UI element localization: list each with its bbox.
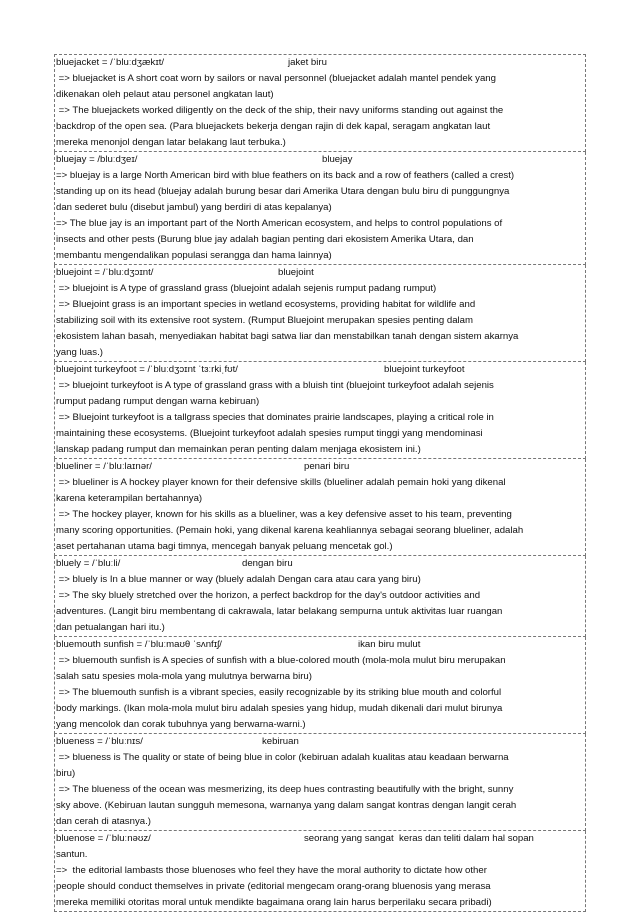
definition-line: biru) — [56, 768, 76, 779]
definition-line: dikenakan oleh pelaut atau personel angkatan laut) — [56, 89, 274, 100]
entry-headline — [56, 831, 584, 847]
dictionary-entry — [54, 362, 586, 459]
headword: bluejacket = /ˈbluːdʒækɪt/ — [56, 57, 165, 68]
definition-line: => The bluemouth sunfish is a vibrant species, easily recognizable by its striking blue mouth and colorful — [56, 687, 502, 698]
translation: ikan biru mulut — [358, 639, 421, 650]
definition-line: maintaining these ecosystems. (Bluejoint turkeyfoot adalah spesies rumput tinggi yang mendominasi — [56, 428, 483, 439]
definition-line: => bluemouth sunfish is A species of sunfish with a blue-colored mouth (mola-mola mulut biru merupakan — [56, 655, 506, 666]
definition-line: => bluejay is a large North American bird with blue feathers on its back and a row of feathers (called a crest) — [56, 170, 515, 181]
definition-line: => the editorial lambasts those bluenoses who feel they have the moral authority to dictate how other — [56, 865, 487, 876]
definition-line: standing up on its head (bluejay adalah burung besar dari Amerika Utara dengan bulu biru di punggungnya — [56, 186, 510, 197]
dictionary-entry — [54, 459, 586, 556]
definition-line: aset pertahanan utama bagi timnya, mencegah banyak peluang mencetak gol.) — [56, 541, 393, 552]
definition-line: rumput padang rumput dengan warna kebiruan) — [56, 396, 260, 407]
definition-line: => Bluejoint turkeyfoot is a tallgrass species that dominates prairie landscapes, playing a critical role in — [56, 412, 494, 423]
dictionary-entry — [54, 734, 586, 831]
dictionary-entry — [54, 637, 586, 734]
entry-headline — [56, 459, 584, 475]
definition-line: mereka menonjol dengan latar belakang laut terbuka.) — [56, 137, 286, 148]
entry-headline — [56, 265, 584, 281]
definition-line: dan sederet bulu (disebut jambul) yang berdiri di atas kepalanya) — [56, 202, 332, 213]
definition-line: => blueness is The quality or state of being blue in color (kebiruan adalah kualitas atau keadaan berwarna — [56, 752, 509, 763]
dictionary-entry — [54, 54, 586, 152]
definition-line: backdrop of the open sea. (Para bluejackets bekerja dengan rajin di dek kapal, seragam angkatan laut — [56, 121, 491, 132]
translation: kebiruan — [262, 736, 299, 747]
entry-headline — [56, 556, 584, 572]
entry-headline — [56, 152, 584, 168]
dictionary-entry — [54, 556, 586, 637]
translation: seorang yang sangat keras dan teliti dalam hal sopan — [304, 833, 534, 844]
definition-line: => The sky bluely stretched over the horizon, a perfect backdrop for the day's outdoor activities and — [56, 590, 481, 601]
translation: bluejay — [322, 154, 353, 165]
definition-line: many scoring opportunities. (Pemain hoki, yang dikenal karena keahliannya sebagai seorang blueliner, adalah — [56, 525, 524, 536]
definition-line: ekosistem lahan basah, menyediakan habitat bagi satwa liar dan menstabilkan tanah dengan sistem akarnya — [56, 331, 519, 342]
definition-line: yang mencolok dan corak tubuhnya yang berwarna-warni.) — [56, 719, 306, 730]
definition-line: => The bluejackets worked diligently on the deck of the ship, their navy uniforms standing out against the — [56, 105, 504, 116]
headword: bluejoint = /ˈbluːdʒɔɪnt/ — [56, 267, 154, 278]
definition-line: body markings. (Ikan mola-mola mulut biru adalah spesies yang hidup, mudah dikenali dari mulut birunya — [56, 703, 503, 714]
definition-line: => bluely is In a blue manner or way (bluely adalah Dengan cara atau cara yang biru) — [56, 574, 421, 585]
headword: bluemouth sunfish = /ˈbluːmaʊθ ˈsʌnfɪʃ/ — [56, 639, 222, 650]
definition-line: salah satu spesies mola-mola yang mulutnya berwarna biru) — [56, 671, 312, 682]
headword: bluejay = /bluːdʒeɪ/ — [56, 154, 138, 165]
translation: dengan biru — [242, 558, 293, 569]
definition-line: insects and other pests (Burung blue jay adalah bagian penting dari ekosistem Amerika Utara, dan — [56, 234, 474, 245]
headword: bluely = /ˈbluːli/ — [56, 558, 121, 569]
definition-line: => The blueness of the ocean was mesmerizing, its deep hues contrasting beautifully with the bright, sunny — [56, 784, 514, 795]
definition-line: dan cerah di atasnya.) — [56, 816, 151, 827]
dictionary-entry — [54, 265, 586, 362]
definition-line: santun. — [56, 849, 88, 860]
entry-headline — [56, 55, 584, 71]
translation: jaket biru — [288, 57, 327, 68]
dictionary-document — [54, 54, 586, 912]
entry-headline — [56, 734, 584, 750]
definition-line: => bluejoint turkeyfoot is A type of grassland grass with a bluish tint (bluejoint turkeyfoot adalah sejenis — [56, 380, 494, 391]
definition-line: => The blue jay is an important part of the North American ecosystem, and helps to control populations of — [56, 218, 503, 229]
headword: blueness = /ˈbluːnɪs/ — [56, 736, 143, 747]
translation: penari biru — [304, 461, 350, 472]
entry-headline — [56, 362, 584, 378]
translation: bluejoint turkeyfoot — [384, 364, 465, 375]
definition-line: => The hockey player, known for his skills as a blueliner, was a key defensive asset to his team, preventing — [56, 509, 512, 520]
translation: bluejoint — [278, 267, 314, 278]
entry-headline — [56, 637, 584, 653]
definition-line: lanskap padang rumput dan memainkan peran penting dalam menjaga ekosistem ini.) — [56, 444, 421, 455]
definition-line: yang luas.) — [56, 347, 103, 358]
definition-line: karena keterampilan bertahannya) — [56, 493, 203, 504]
definition-line: adventures. (Langit biru membentang di cakrawala, latar belakang sempurna untuk aktivitas luar ruangan — [56, 606, 503, 617]
definition-line: people should conduct themselves in private (editorial mengecam orang-orang bluenosis yang merasa — [56, 881, 491, 892]
headword: blueliner = /ˈbluːlaɪnər/ — [56, 461, 152, 472]
definition-line: => bluejacket is A short coat worn by sailors or naval personnel (bluejacket adalah mantel pendek yang — [56, 73, 496, 84]
definition-line: sky above. (Kebiruan lautan sungguh memesona, warnanya yang dalam sangat kontras dengan langit cerah — [56, 800, 517, 811]
definition-line: => bluejoint is A type of grassland grass (bluejoint adalah sejenis rumput padang rumput) — [56, 283, 437, 294]
headword: bluejoint turkeyfoot = /ˈbluːdʒɔɪnt ˈtɜːrkiˌfʊt/ — [56, 364, 238, 375]
dictionary-entry — [54, 152, 586, 265]
headword: bluenose = /ˈbluːnəʊz/ — [56, 833, 151, 844]
dictionary-entry — [54, 831, 586, 912]
definition-line: dan petualangan hari itu.) — [56, 622, 165, 633]
definition-line: mereka memiliki otoritas moral untuk mendikte bagaimana orang lain harus berperilaku secara pribadi) — [56, 897, 492, 908]
definition-line: => blueliner is A hockey player known for their defensive skills (blueliner adalah pemain hoki yang dikenal — [56, 477, 506, 488]
definition-line: => Bluejoint grass is an important species in wetland ecosystems, providing habitat for wildlife and — [56, 299, 476, 310]
definition-line: stabilizing soil with its extensive root system. (Rumput Bluejoint merupakan spesies penting dalam — [56, 315, 473, 326]
definition-line: membantu mengendalikan populasi serangga dan hama lainnya) — [56, 250, 332, 261]
